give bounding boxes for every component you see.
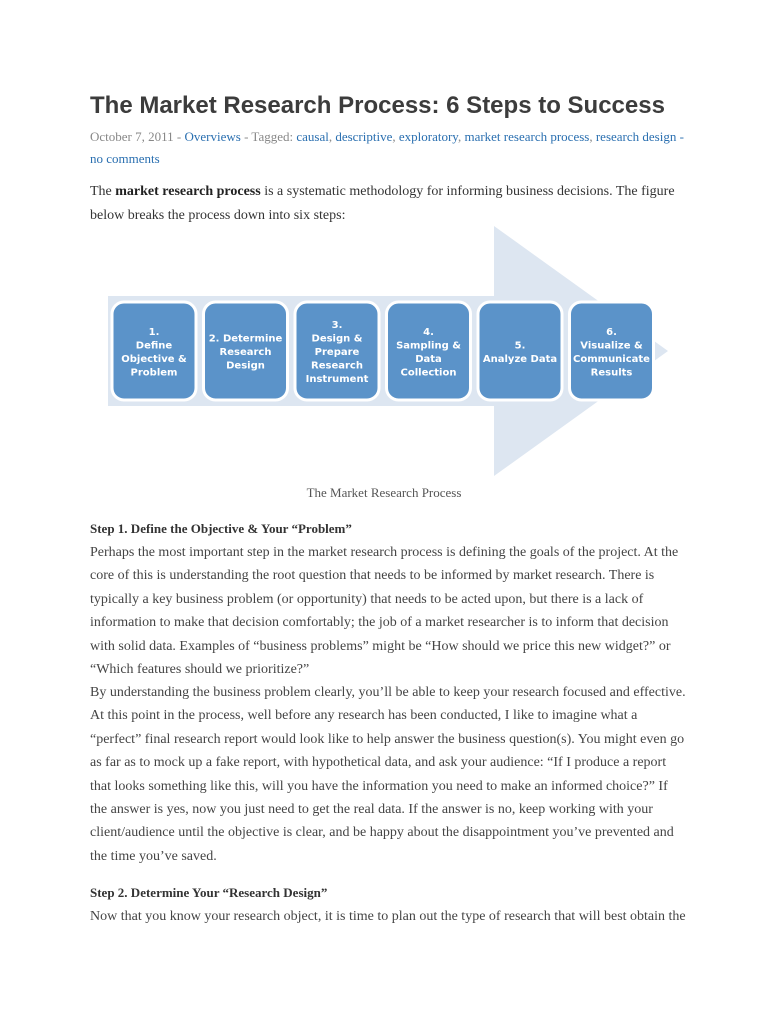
process-step-label: Problem <box>130 367 178 379</box>
intro-bold-term: market research process <box>115 184 261 199</box>
process-step-label: Research <box>219 347 272 358</box>
step2-heading: Step 2. Determine Your “Research Design” <box>90 885 328 900</box>
meta-separator: - <box>173 129 185 144</box>
process-step-label: Research <box>311 360 363 372</box>
process-step-label: Visualize & <box>580 340 643 352</box>
step2-paragraph-1: Now that you know your research object, it is time to plan out the type of research that will best obtain the <box>90 909 686 924</box>
category-link[interactable]: Overviews <box>184 129 241 144</box>
process-step-label: Data <box>415 353 442 365</box>
process-step-label: Design <box>226 360 265 372</box>
process-step-label: 6. <box>606 326 617 338</box>
step1-paragraph-2: By understanding the business problem clearly, you’ll be able to keep your research focused and effective. At this point in the process, well before any research has been conducted, I like to imagine what a “perfect” final research report would look like to help answer the business question(s). You might even go as far as to mock up a fake report, with hypothetical data, and ask your audience: “If I produce a report that looks something like this, will you have the information you need to make an informed choice?” If the answer is yes, now you just need to get the real data. If the answer is no, keep working with your client/audience until the objective is clear, and be happy about the disappointment you’ve prevented and the time you’ve saved. <box>90 685 686 864</box>
tag-link[interactable]: research design <box>595 129 677 144</box>
process-step-label: 3. <box>331 320 343 331</box>
intro-paragraph: The market research process is a systematic methodology for informing business decisions. The figure below breaks the process down into six steps: <box>90 184 675 223</box>
process-step-label: Analyze Data <box>482 353 558 365</box>
step1-paragraph-1: Perhaps the most important step in the market research process is defining the goals of the project. At the core of this is understanding the root question that needs to be informed by market research. There is typically a key business problem (or opportunity) that needs to be acted upon, but there is a lack of information to make that decision comfortably; the job of a market researcher is to inform that decision with solid data. Examples of “business problems” might be “How should we price this new widget?” or “Which features should we prioritize?” <box>90 545 679 678</box>
tag-link[interactable]: exploratory <box>398 129 458 144</box>
process-step-label: 4. <box>423 326 434 338</box>
process-step-label: Instrument <box>305 374 369 385</box>
tag-link[interactable]: market research process <box>464 129 590 144</box>
process-step-label: Prepare <box>314 347 360 358</box>
post-meta: October 7, 2011 - Overviews - Tagged: causal, descriptive, exploratory, market research process, research design - no comments <box>90 129 684 166</box>
process-step-label: 2. Determine <box>208 333 283 345</box>
process-step-label: Objective & <box>121 353 187 365</box>
tagged-label: - Tagged: <box>240 129 297 144</box>
process-step-label: Sampling & <box>396 340 461 352</box>
process-step-label: Collection <box>400 367 457 379</box>
process-step-label: Results <box>590 367 633 379</box>
page-title: The Market Research Process: 6 Steps to Success <box>90 92 665 119</box>
process-step-label: 1. <box>148 326 160 338</box>
figure-caption: The Market Research Process <box>306 485 462 500</box>
post-date: October 7, 2011 <box>90 129 174 144</box>
process-step-label: Design & <box>311 333 363 345</box>
process-diagram <box>108 226 668 476</box>
tag-link[interactable]: causal <box>296 129 329 144</box>
comments-link[interactable]: - no comments <box>90 129 684 166</box>
step1-heading: Step 1. Define the Objective & Your “Problem” <box>90 521 352 536</box>
tag-link[interactable]: descriptive <box>335 129 393 144</box>
process-step-label: Communicate <box>573 353 650 365</box>
process-step-label: Define <box>135 340 173 352</box>
process-step-label: 5. <box>514 340 526 352</box>
